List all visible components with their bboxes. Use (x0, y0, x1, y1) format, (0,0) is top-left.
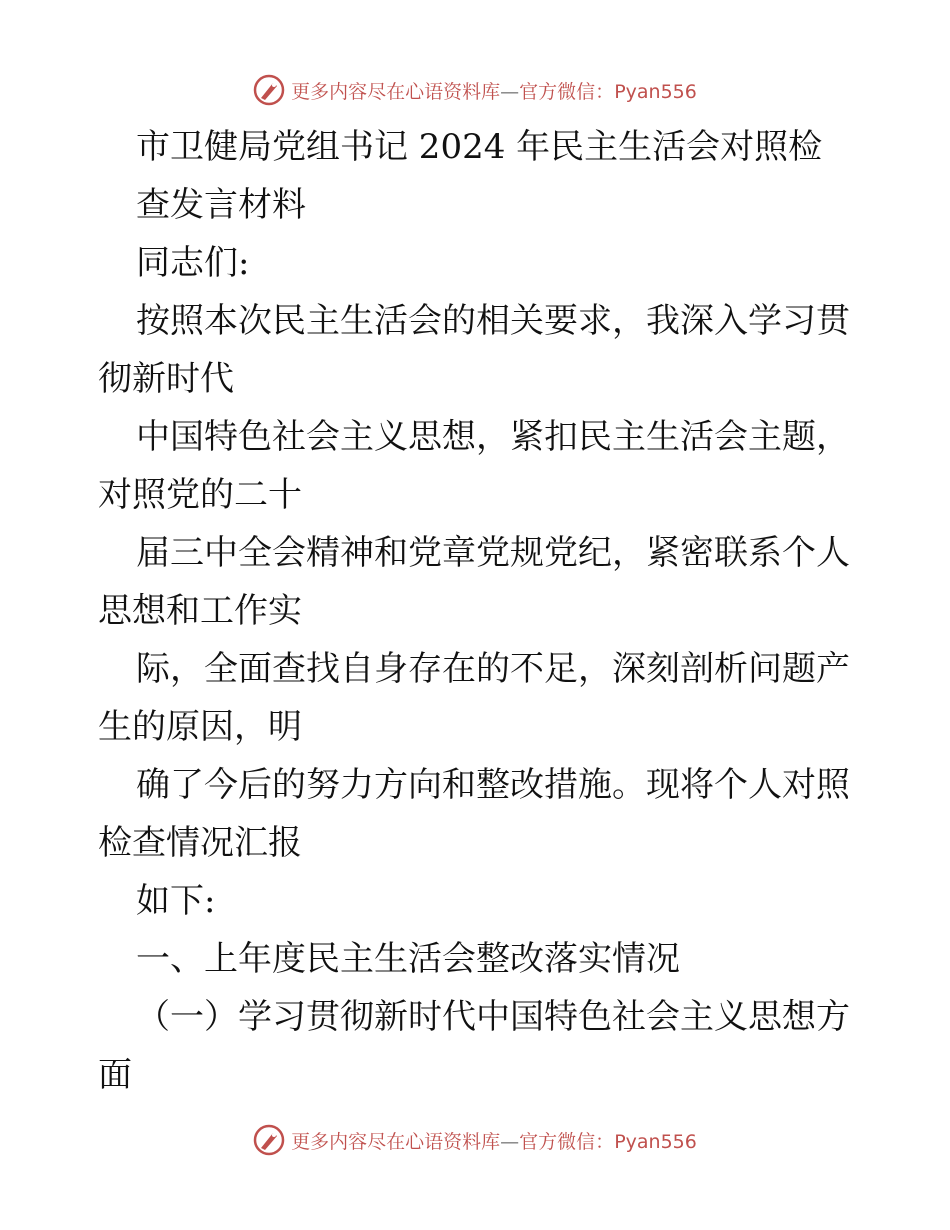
paragraph-line: 生的原因，明 (98, 707, 302, 747)
banner-text (291, 1127, 697, 1154)
salutation: 同志们: (136, 243, 250, 283)
subsection-heading-cont: 面 (98, 1055, 132, 1095)
subsection-heading: （一）学习贯彻新时代中国特色社会主义思想方 (136, 997, 850, 1037)
pen-nib-icon (253, 74, 285, 106)
banner-wechat-label: 官方微信： (519, 80, 615, 103)
pen-nib-icon (253, 1124, 285, 1156)
document-title-cont: 查发言材料 (136, 185, 306, 225)
header-banner (0, 70, 950, 110)
document-body (98, 118, 858, 1104)
banner-separator: — (500, 80, 520, 103)
paragraph-line: 思想和工作实 (98, 591, 302, 631)
paragraph-line: 检查情况汇报 (98, 823, 302, 863)
paragraph-line: 届三中全会精神和党章党规党纪，紧密联系个人 (136, 533, 850, 573)
paragraph-line: 确了今后的努力方向和整改措施。现将个人对照 (136, 765, 850, 805)
banner-wechat-id: Pyan556 (614, 1130, 697, 1153)
banner-main-text: 更多内容尽在心语资料库 (291, 1130, 501, 1153)
paragraph-line: 中国特色社会主义思想，紧扣民主生活会主题， (136, 417, 850, 457)
paragraph-line: 按照本次民主生活会的相关要求，我深入学习贯 (136, 301, 850, 341)
banner-wechat-id: Pyan556 (614, 80, 697, 103)
footer-banner (0, 1120, 950, 1160)
banner-wechat-label: 官方微信： (519, 1130, 615, 1153)
section-heading: 一、上年度民主生活会整改落实情况 (136, 939, 680, 979)
paragraph-line: 对照党的二十 (98, 475, 302, 515)
banner-separator: — (500, 1130, 520, 1153)
paragraph-line: 如下: (136, 881, 216, 921)
paragraph-line: 彻新时代 (98, 359, 234, 399)
paragraph-line: 际，全面查找自身存在的不足，深刻剖析问题产 (136, 649, 850, 689)
document-title: 市卫健局党组书记 2024 年民主生活会对照检 (136, 127, 823, 167)
banner-text (291, 77, 697, 104)
banner-main-text: 更多内容尽在心语资料库 (291, 80, 501, 103)
